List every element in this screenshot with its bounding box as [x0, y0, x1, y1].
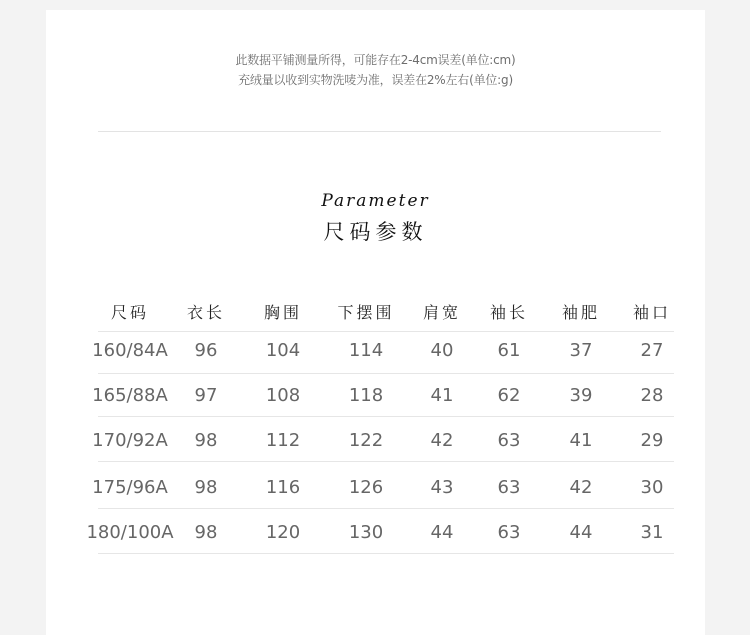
table-cell-shoulder: 41	[430, 385, 454, 406]
table-cell-hem: 114	[348, 340, 384, 361]
header-length: 衣长	[186, 303, 226, 322]
row-divider	[98, 508, 674, 509]
table-cell-length: 98	[194, 477, 218, 498]
table-cell-shoulder: 40	[430, 340, 454, 361]
measurement-notes	[46, 50, 705, 90]
table-cell-sleeve-width: 42	[569, 477, 593, 498]
table-cell-size: 160/84A	[92, 340, 168, 361]
table-cell-length: 96	[194, 340, 218, 361]
table-cell-size: 165/88A	[92, 385, 168, 406]
table-cell-sleeve-length: 63	[497, 477, 521, 498]
row-divider	[98, 373, 674, 374]
table-cell-shoulder: 42	[430, 430, 454, 451]
table-cell-chest: 112	[265, 430, 301, 451]
table-cell-sleeve-length: 63	[497, 522, 521, 543]
table-cell-chest: 116	[265, 477, 301, 498]
table-cell-sleeve-width: 44	[569, 522, 593, 543]
row-divider	[98, 461, 674, 462]
measurement-note: 此数据平铺测量所得，可能存在2-4cm误差(单位:cm)	[235, 53, 516, 67]
header-sleeve-length: 袖长	[489, 303, 529, 322]
table-cell-chest: 104	[265, 340, 301, 361]
section-title-cn: 尺码参数	[323, 220, 428, 244]
header-size: 尺码	[110, 303, 150, 322]
header-chest: 胸围	[263, 303, 303, 322]
fill-weight-note: 充绒量以收到实物洗唛为准，误差在2%左右(单位:g)	[238, 73, 513, 87]
table-cell-hem: 118	[348, 385, 384, 406]
table-cell-cuff: 31	[640, 522, 664, 543]
table-cell-sleeve-length: 63	[497, 430, 521, 451]
table-cell-length: 97	[194, 385, 218, 406]
table-cell-sleeve-length: 62	[497, 385, 521, 406]
header-hem: 下摆围	[337, 303, 395, 322]
table-cell-length: 98	[194, 522, 218, 543]
table-cell-shoulder: 43	[430, 477, 454, 498]
size-chart-card	[46, 10, 705, 635]
table-cell-size: 170/92A	[92, 430, 168, 451]
row-divider	[98, 331, 674, 332]
table-cell-sleeve-length: 61	[497, 340, 521, 361]
table-cell-cuff: 27	[640, 340, 664, 361]
row-divider	[98, 553, 674, 554]
table-cell-sleeve-width: 39	[569, 385, 593, 406]
table-cell-size: 180/100A	[86, 522, 174, 543]
divider	[98, 131, 661, 132]
header-cuff: 袖口	[632, 303, 672, 322]
row-divider	[98, 416, 674, 417]
table-cell-cuff: 29	[640, 430, 664, 451]
table-cell-cuff: 30	[640, 477, 664, 498]
table-cell-hem: 122	[348, 430, 384, 451]
table-cell-sleeve-width: 41	[569, 430, 593, 451]
section-title-en: Parameter	[321, 191, 430, 211]
table-cell-chest: 108	[265, 385, 301, 406]
table-cell-sleeve-width: 37	[569, 340, 593, 361]
table-cell-cuff: 28	[640, 385, 664, 406]
table-cell-hem: 130	[348, 522, 384, 543]
table-cell-length: 98	[194, 430, 218, 451]
header-sleeve-width: 袖肥	[561, 303, 601, 322]
table-cell-shoulder: 44	[430, 522, 454, 543]
table-cell-hem: 126	[348, 477, 384, 498]
header-shoulder: 肩宽	[422, 303, 462, 322]
table-cell-chest: 120	[265, 522, 301, 543]
table-cell-size: 175/96A	[92, 477, 168, 498]
